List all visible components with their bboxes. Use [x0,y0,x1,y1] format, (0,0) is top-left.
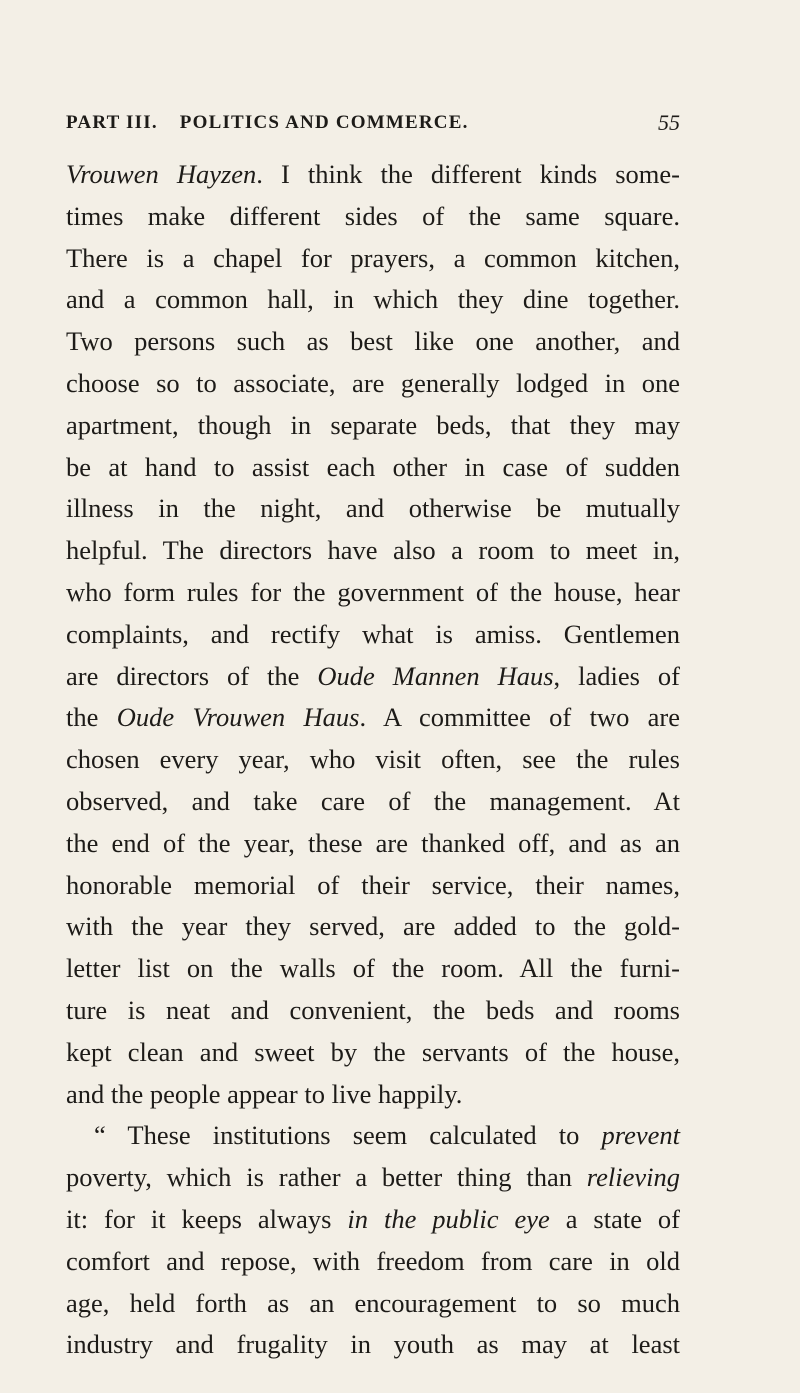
text-segment: a state of [549,1203,680,1234]
text-segment: letter list on the walls of the room. All the furni- [66,953,680,984]
text-line [66,781,680,823]
text-line [66,697,680,739]
text-line [66,1283,680,1325]
text-line [66,321,680,363]
italic-text: relieving [586,1162,680,1193]
text-segment: who form rules for the government of the house, hear [66,576,680,607]
text-line [66,823,680,865]
text-line [66,948,680,990]
text-segment: ture is neat and convenient, the beds and rooms [66,994,680,1025]
text-line [66,363,680,405]
text-line [66,865,680,907]
text-segment: it: for it keeps always [66,1203,348,1234]
text-line [66,1199,680,1241]
text-segment: . A committee of two are [359,702,681,733]
text-segment: the end of the year, these are thanked off, and as an [66,827,680,858]
text-line [66,154,680,196]
italic-text: Oude Mannen Haus [317,660,554,691]
text-line [66,1032,680,1074]
text-segment: the [66,702,117,733]
section-title: POLITICS AND COMMERCE. [179,112,469,133]
text-line [66,405,680,447]
text-segment: observed, and take care of the management. At [66,785,680,816]
text-segment: industry and frugality in youth as may at least [66,1329,680,1360]
italic-text: prevent [601,1120,680,1151]
part-label: PART III. [66,112,158,133]
text-segment: apartment, though in separate beds, that they may [66,409,680,440]
text-segment: comfort and repose, with freedom from care in old [66,1245,680,1276]
text-line [66,990,680,1032]
text-segment: . I think the different kinds some- [256,159,680,189]
text-segment: age, held forth as an encouragement to so much [66,1287,680,1318]
text-segment: “ These institutions seem calculated to [94,1120,602,1151]
text-segment: be at hand to assist each other in case of sudden [66,451,680,482]
italic-text: Vrouwen Hayzen [66,159,257,189]
text-segment: , ladies of [553,660,681,691]
text-segment: with the year they served, are added to the gold- [66,911,680,942]
text-segment: poverty, which is rather a better thing than [66,1162,587,1193]
text-segment: honorable memorial of their service, their names, [66,869,680,900]
text-line [66,739,680,781]
text-segment: complaints, and rectify what is amiss. Gentlemen [66,618,680,649]
text-line [66,530,680,572]
running-head [66,112,680,144]
text-line [66,1157,680,1199]
text-segment: and the people appear to live happily. [66,1078,463,1109]
text-segment: There is a chapel for prayers, a common kitchen, [66,242,680,273]
text-line [66,572,680,614]
text-segment: kept clean and sweet by the servants of the house, [66,1036,680,1067]
text-line [66,447,680,489]
page-number: 55 [658,110,680,135]
text-line [66,1074,680,1116]
text-line [66,238,680,280]
text-line [66,906,680,948]
text-segment: helpful. The directors have also a room to meet in, [66,535,680,566]
text-segment: choose so to associate, are generally lodged in one [66,367,680,398]
text-segment: times make different sides of the same square. [66,200,680,231]
text-line [66,1241,680,1283]
text-line [66,488,680,530]
italic-text: in the public eye [347,1203,550,1234]
text-line [66,1115,680,1157]
text-segment: and a common hall, in which they dine together. [66,284,680,315]
text-line [66,279,680,321]
italic-text: Oude Vrouwen Haus [116,702,360,733]
text-segment: illness in the night, and otherwise be mutually [66,493,680,524]
text-line [66,1324,680,1366]
text-line [66,196,680,238]
text-segment: Two persons such as best like one another, and [66,326,680,357]
text-line [66,656,680,698]
text-line [66,614,680,656]
body-text [66,154,680,1366]
text-segment: chosen every year, who visit often, see the rules [66,744,680,775]
text-segment: are directors of the [66,660,318,691]
running-head-title [66,112,469,134]
